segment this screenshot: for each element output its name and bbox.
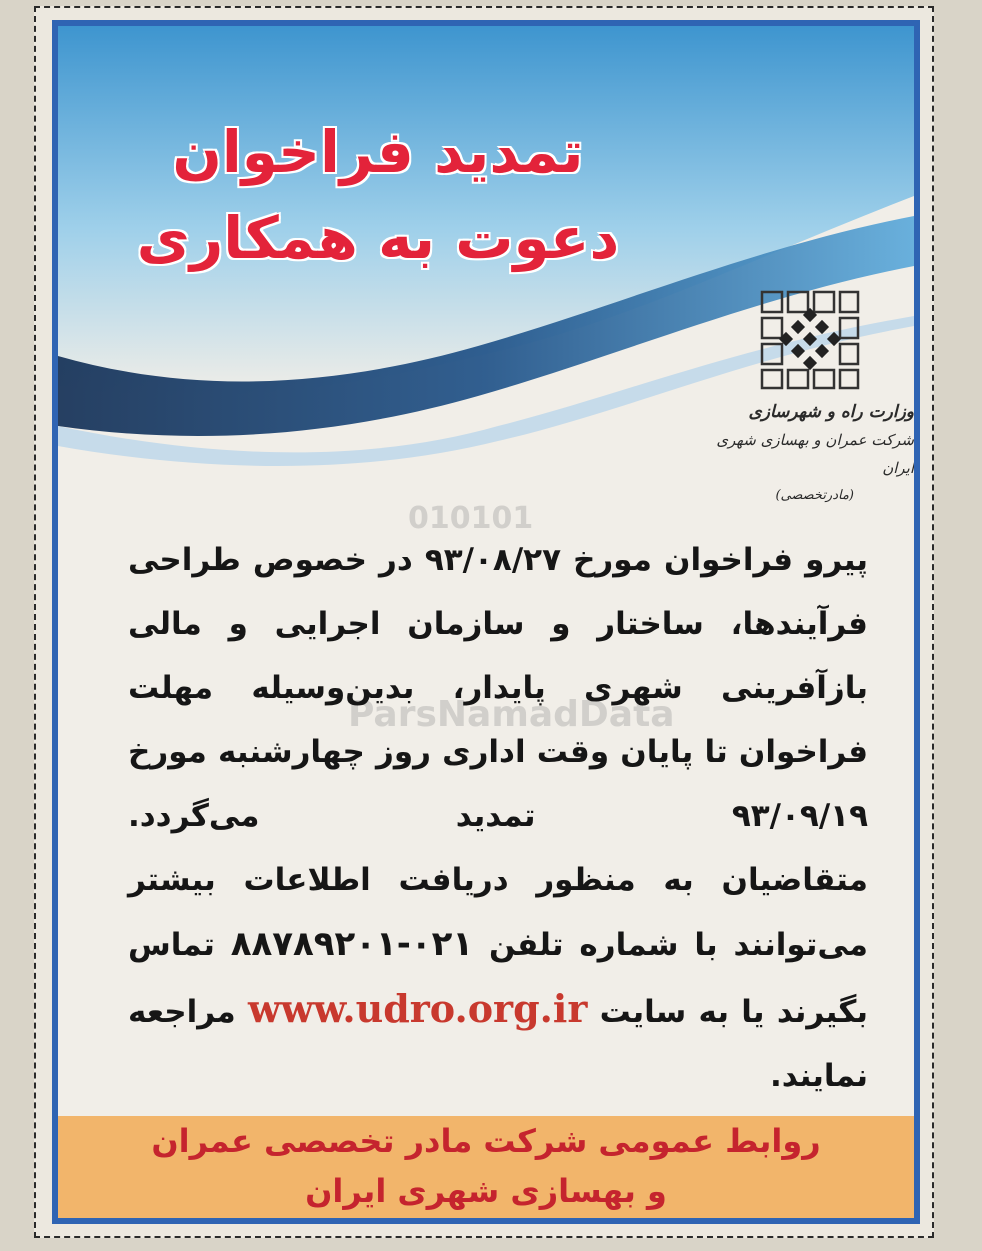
contact-intro: متقاضیان به منظور دریافت اطلاعات بیشتر می‌توانند با شماره تلفن: [128, 862, 868, 963]
grid-diamond-logo-icon: [758, 288, 862, 392]
headline-line1: تمدید فراخوان: [172, 118, 584, 186]
extension-paragraph: پیرو فراخوان مورخ ۹۳/۰۸/۲۷ در خصوص طراحی فرآیندها، ساختار و سازمان اجرایی و مالی بازآفرینی شهری پایدار، بدین‌وسیله مهلت فراخوان تا پایان وقت اداری روز چهارشنبه مورخ ۹۳/۰۹/۱۹ تمدید می‌گردد.: [128, 542, 868, 834]
website-link[interactable]: www.udro.org.ir: [248, 986, 588, 1031]
footer-line1: روابط عمومی شرکت مادر تخصصی عمران: [151, 1122, 821, 1160]
headline-line2: دعوت به همکاری: [136, 204, 620, 272]
footer-line2: و بهسازی شهری ایران: [305, 1172, 667, 1210]
contact-paragraph: [128, 848, 868, 1108]
watermark-bits: 010101: [408, 501, 534, 536]
company-name: شرکت عمران و بهسازی شهری ایران: [716, 431, 914, 477]
phone-number: ۰۲۱-۸۸۷۸۹۲۰۱: [230, 924, 474, 964]
contact-closing: مراجعه نمایند.: [128, 994, 868, 1094]
organization-caption: [698, 398, 914, 510]
announcement-ad: [52, 20, 920, 1224]
contact-middle: تماس بگیرند یا به سایت: [128, 927, 868, 1030]
company-type: (مادرتخصصی): [775, 488, 854, 503]
ministry-name: وزارت راه و شهرسازی: [748, 402, 914, 422]
watermark-brand: ParsNamadData: [348, 694, 675, 735]
public-relations-footer: [58, 1116, 914, 1218]
announcement-body: [128, 528, 868, 1108]
